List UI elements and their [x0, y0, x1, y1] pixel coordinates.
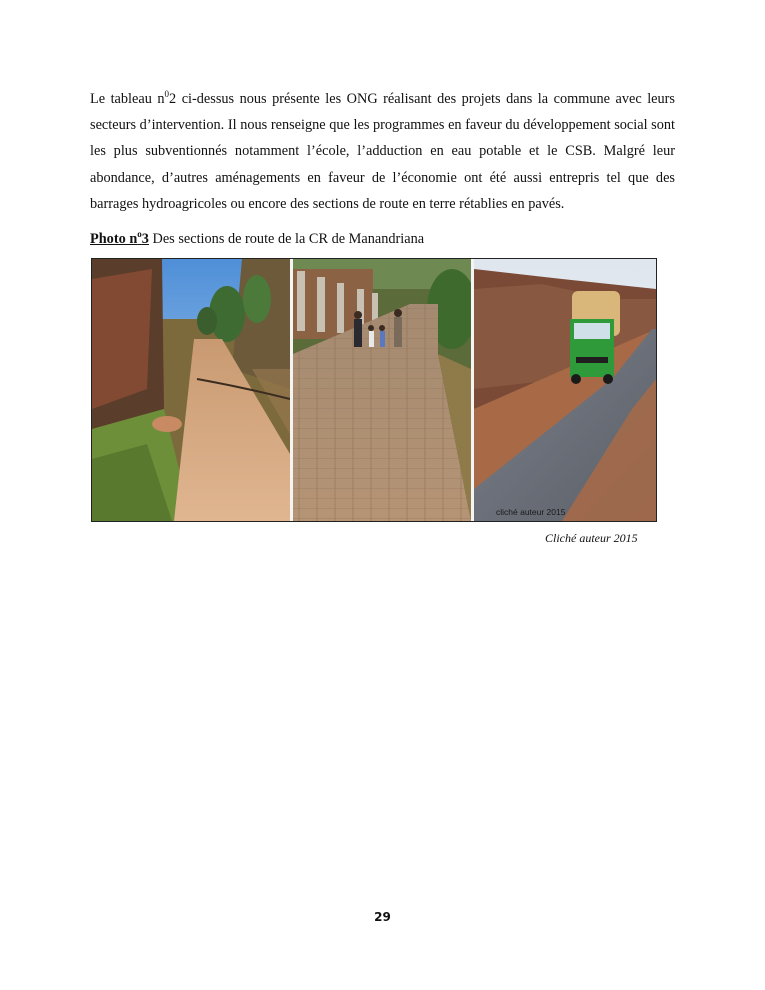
- body-paragraph: Le tableau $n^02$ ci-dessus nous présente les ONG réalisant des projets dans la commune avec leurs secteurs d’intervention. Il nous renseigne que les programmes en faveur du développement social sont les plus subventionnés notamment l’école, l’adduction en eau potable et le CSB. Malgré leur abondance, d’autres aménagements en faveur de l’économie ont été aussi entrepris tel que des barrages hydroagricoles ou encore des sections de route en terre rétablies en pavés.: [90, 89, 676, 212]
- photo-caption: [90, 231, 424, 248]
- dirt-road-photo: [92, 259, 290, 521]
- road-photo-collage: [91, 258, 657, 522]
- page-number: 29: [374, 910, 391, 924]
- photo-watermark: cliché auteur 2015: [496, 507, 566, 517]
- paved-road-photo: [293, 259, 477, 521]
- green-truck: [570, 291, 620, 384]
- photo-title: Des sections de route de la CR de Manandriana: [148, 231, 425, 247]
- photo-label: Photo $n^o3$: [90, 229, 149, 247]
- photo-credit: Cliché auteur 2015: [545, 531, 638, 545]
- asphalt-road-photo: [474, 259, 656, 521]
